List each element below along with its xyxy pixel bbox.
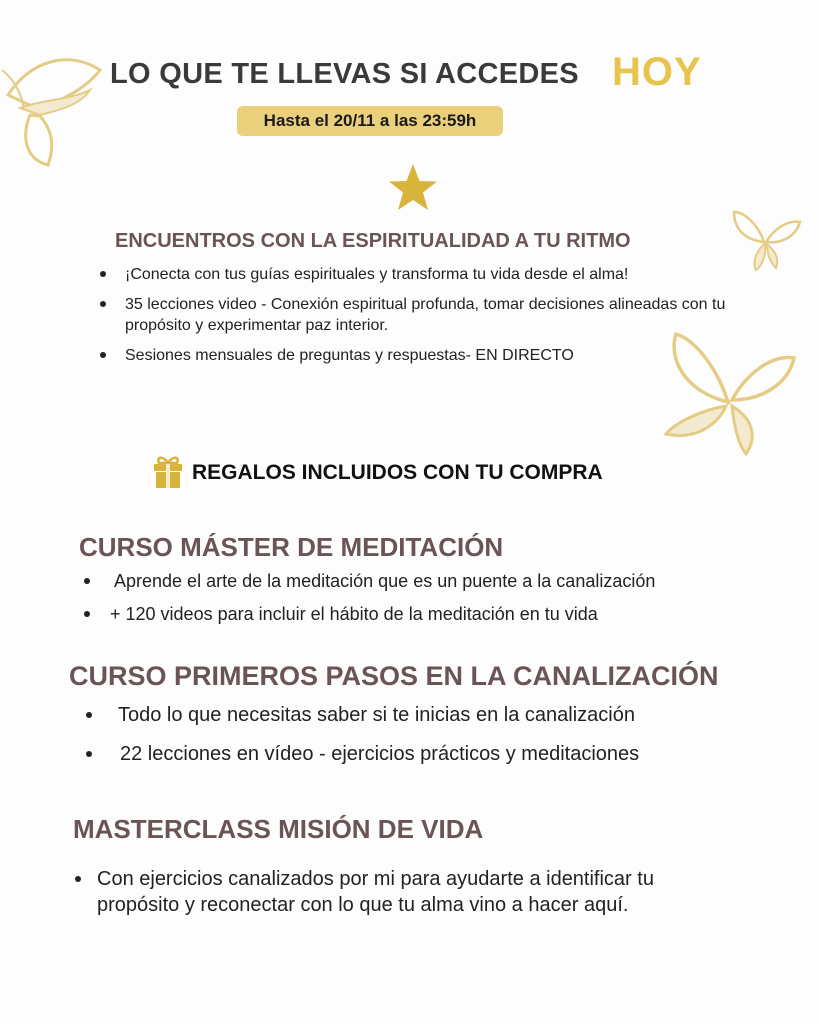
list-item: ¡Conecta con tus guías espirituales y transforma tu vida desde el alma!: [100, 264, 790, 285]
deadline-text: Hasta el 20/11 a las 23:59h: [263, 111, 477, 130]
page-title-highlight: HOY: [612, 50, 702, 94]
section-list-canalizacion: [86, 703, 786, 781]
section-list-encuentros: [100, 264, 790, 375]
section-list-meditacion: [84, 570, 784, 636]
section-title-meditacion: CURSO MÁSTER DE MEDITACIÓN: [79, 532, 504, 562]
section-title-mision: MASTERCLASS MISIÓN DE VIDA: [73, 814, 484, 844]
list-item: 22 lecciones en vídeo - ejercicios prácticos y meditaciones: [86, 742, 786, 766]
deadline-badge: [237, 106, 503, 136]
list-item: Sesiones mensuales de preguntas y respuestas- EN DIRECTO: [100, 345, 790, 366]
gifts-title: REGALOS INCLUIDOS CON TU COMPRA: [192, 461, 603, 484]
butterfly-icon: [0, 40, 105, 170]
section-title-encuentros: ENCUENTROS CON LA ESPIRITUALIDAD A TU RITMO: [115, 230, 631, 252]
page-title: LO QUE TE LLEVAS SI ACCEDES: [110, 58, 579, 90]
list-item: Con ejercicios canalizados por mi para ayudarte a identificar tu propósito y reconectar con lo que tu alma vino a hacer aquí.: [75, 866, 715, 918]
list-item: Todo lo que necesitas saber si te inicias en la canalización: [86, 703, 786, 727]
list-item: 35 lecciones video - Conexión espiritual profunda, tomar decisiones alineadas con tu propósito y experimentar paz interior.: [100, 294, 790, 336]
gift-icon: [153, 455, 183, 494]
list-item: Aprende el arte de la meditación que es un puente a la canalización: [84, 570, 784, 592]
section-list-mision: [75, 866, 715, 918]
section-title-canalizacion: CURSO PRIMEROS PASOS EN LA CANALIZACIÓN: [69, 661, 719, 691]
list-item: + 120 videos para incluir el hábito de la meditación en tu vida: [84, 603, 784, 625]
star-icon: [387, 162, 439, 219]
